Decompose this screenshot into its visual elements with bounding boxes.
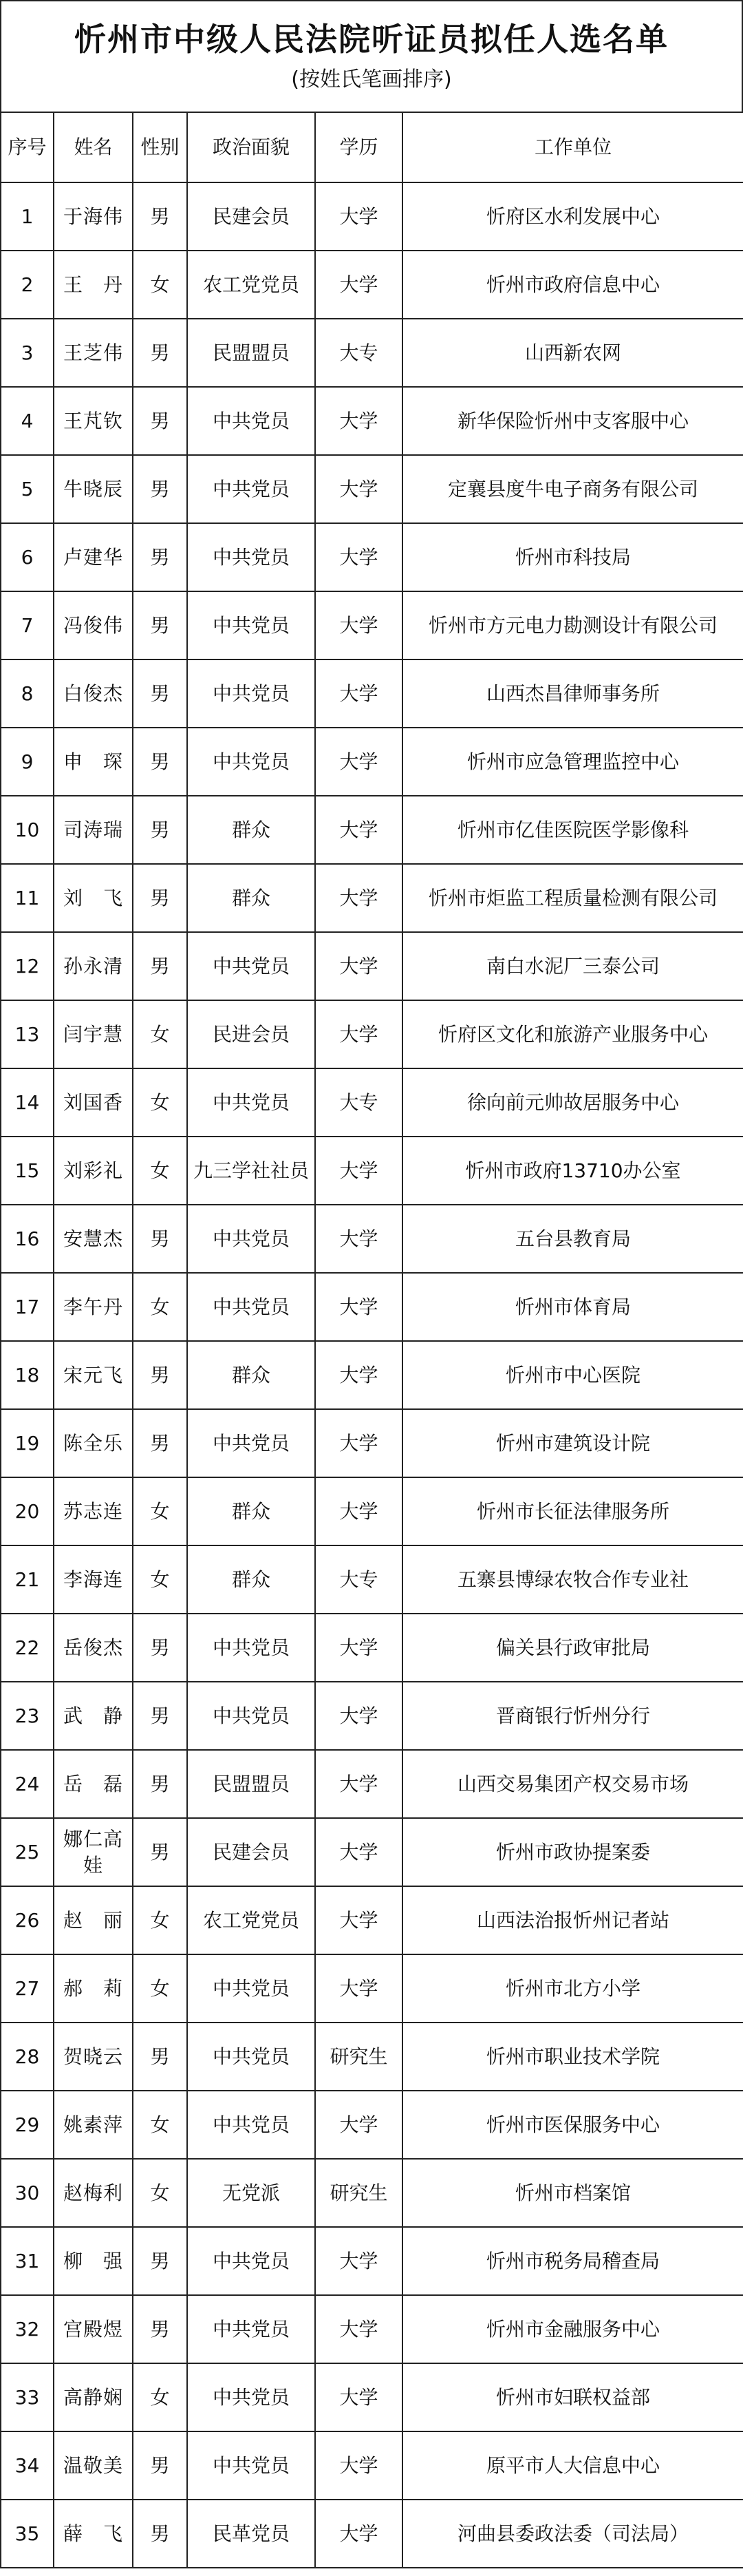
title-area <box>0 0 743 112</box>
cell-sex: 男 <box>133 387 187 455</box>
document-title: 忻州市中级人民法院听证员拟任人选名单 <box>74 21 669 58</box>
cell-number: 33 <box>1 2363 54 2431</box>
cell-workplace: 忻州市建筑设计院 <box>402 1409 743 1477</box>
cell-sex: 男 <box>133 1818 187 1886</box>
cell-party: 中共党员 <box>187 1068 315 1137</box>
table-row <box>1 796 743 864</box>
cell-number: 20 <box>1 1477 54 1545</box>
cell-sex: 男 <box>133 591 187 659</box>
cell-number: 30 <box>1 2159 54 2227</box>
cell-name: 姚素萍 <box>54 2091 133 2159</box>
cell-sex: 男 <box>133 796 187 864</box>
table-row <box>1 2227 743 2295</box>
cell-sex: 男 <box>133 2227 187 2295</box>
cell-party: 民建会员 <box>187 182 315 251</box>
cell-sex: 男 <box>133 1750 187 1818</box>
cell-sex: 男 <box>133 2500 187 2568</box>
cell-name: 王芃钦 <box>54 387 133 455</box>
cell-workplace: 忻州市科技局 <box>402 523 743 591</box>
table-row <box>1 1682 743 1750</box>
cell-party: 中共党员 <box>187 2227 315 2295</box>
cell-name: 白俊杰 <box>54 659 133 728</box>
cell-party: 中共党员 <box>187 2431 315 2500</box>
cell-name: 宋元飞 <box>54 1341 133 1409</box>
cell-number: 34 <box>1 2431 54 2500</box>
cell-sex: 女 <box>133 1477 187 1545</box>
cell-party: 民盟盟员 <box>187 1750 315 1818</box>
cell-party: 中共党员 <box>187 2363 315 2431</box>
cell-sex: 女 <box>133 1137 187 1205</box>
table-row <box>1 2159 743 2227</box>
cell-name: 申 琛 <box>54 728 133 796</box>
cell-sex: 男 <box>133 1205 187 1273</box>
cell-education: 大学 <box>315 1954 402 2023</box>
cell-workplace: 忻州市方元电力勘测设计有限公司 <box>402 591 743 659</box>
cell-name: 苏志连 <box>54 1477 133 1545</box>
cell-education: 大学 <box>315 1000 402 1068</box>
cell-number: 4 <box>1 387 54 455</box>
cell-name: 陈全乐 <box>54 1409 133 1477</box>
cell-workplace: 山西交易集团产权交易市场 <box>402 1750 743 1818</box>
cell-name: 武 静 <box>54 1682 133 1750</box>
cell-education: 大学 <box>315 1477 402 1545</box>
cell-workplace: 忻州市医保服务中心 <box>402 2091 743 2159</box>
table-row <box>1 2091 743 2159</box>
table-row <box>1 2500 743 2568</box>
cell-party: 农工党党员 <box>187 1886 315 1954</box>
cell-sex: 男 <box>133 523 187 591</box>
cell-sex: 女 <box>133 2363 187 2431</box>
cell-education: 研究生 <box>315 2159 402 2227</box>
cell-party: 农工党党员 <box>187 251 315 319</box>
cell-number: 14 <box>1 1068 54 1137</box>
cell-sex: 男 <box>133 2023 187 2091</box>
cell-education: 大学 <box>315 796 402 864</box>
cell-name: 闫宇慧 <box>54 1000 133 1068</box>
cell-workplace: 晋商银行忻州分行 <box>402 1682 743 1750</box>
table-row <box>1 182 743 251</box>
cell-workplace: 南白水泥厂三泰公司 <box>402 932 743 1000</box>
table-row <box>1 1341 743 1409</box>
cell-sex: 男 <box>133 932 187 1000</box>
cell-education: 大学 <box>315 251 402 319</box>
cell-name: 温敬美 <box>54 2431 133 2500</box>
cell-number: 26 <box>1 1886 54 1954</box>
cell-name: 孙永清 <box>54 932 133 1000</box>
cell-party: 民盟盟员 <box>187 319 315 387</box>
table-row <box>1 1886 743 1954</box>
cell-number: 16 <box>1 1205 54 1273</box>
cell-party: 民进会员 <box>187 1000 315 1068</box>
cell-number: 35 <box>1 2500 54 2568</box>
cell-sex: 男 <box>133 2295 187 2363</box>
cell-workplace: 河曲县委政法委（司法局） <box>402 2500 743 2568</box>
cell-name: 王 丹 <box>54 251 133 319</box>
table-row <box>1 2431 743 2500</box>
cell-party: 中共党员 <box>187 1682 315 1750</box>
cell-number: 29 <box>1 2091 54 2159</box>
cell-number: 5 <box>1 455 54 523</box>
cell-sex: 男 <box>133 864 187 932</box>
cell-number: 27 <box>1 1954 54 2023</box>
cell-workplace: 山西新农网 <box>402 319 743 387</box>
cell-workplace: 五寨县博绿农牧合作专业社 <box>402 1545 743 1614</box>
cell-sex: 男 <box>133 182 187 251</box>
cell-party: 中共党员 <box>187 523 315 591</box>
cell-party: 群众 <box>187 864 315 932</box>
cell-number: 11 <box>1 864 54 932</box>
cell-party: 民建会员 <box>187 1818 315 1886</box>
cell-workplace: 新华保险忻州中支客服中心 <box>402 387 743 455</box>
cell-name: 王芝伟 <box>54 319 133 387</box>
table-row <box>1 1068 743 1137</box>
cell-education: 大学 <box>315 1273 402 1341</box>
cell-party: 群众 <box>187 1341 315 1409</box>
cell-education: 大学 <box>315 864 402 932</box>
cell-party: 群众 <box>187 1545 315 1614</box>
cell-name: 于海伟 <box>54 182 133 251</box>
cell-name: 卢建华 <box>54 523 133 591</box>
cell-education: 大学 <box>315 1205 402 1273</box>
cell-party: 无党派 <box>187 2159 315 2227</box>
cell-sex: 女 <box>133 1273 187 1341</box>
cell-workplace: 偏关县行政审批局 <box>402 1614 743 1682</box>
cell-workplace: 定襄县度牛电子商务有限公司 <box>402 455 743 523</box>
header-number: 序号 <box>1 112 54 182</box>
table-row <box>1 455 743 523</box>
cell-sex: 男 <box>133 2431 187 2500</box>
cell-party: 中共党员 <box>187 387 315 455</box>
cell-workplace: 忻州市政协提案委 <box>402 1818 743 1886</box>
table-row <box>1 659 743 728</box>
cell-workplace: 忻州市体育局 <box>402 1273 743 1341</box>
cell-workplace: 山西杰昌律师事务所 <box>402 659 743 728</box>
cell-education: 大学 <box>315 728 402 796</box>
cell-workplace: 忻府区文化和旅游产业服务中心 <box>402 1000 743 1068</box>
cell-name: 赵梅利 <box>54 2159 133 2227</box>
cell-education: 大学 <box>315 2363 402 2431</box>
cell-workplace: 忻州市中心医院 <box>402 1341 743 1409</box>
cell-name: 薛 飞 <box>54 2500 133 2568</box>
cell-name: 冯俊伟 <box>54 591 133 659</box>
cell-education: 大学 <box>315 2500 402 2568</box>
cell-name: 岳俊杰 <box>54 1614 133 1682</box>
cell-party: 群众 <box>187 796 315 864</box>
cell-workplace: 山西法治报忻州记者站 <box>402 1886 743 1954</box>
header-sex: 性别 <box>133 112 187 182</box>
cell-name: 李海连 <box>54 1545 133 1614</box>
cell-number: 19 <box>1 1409 54 1477</box>
cell-education: 大学 <box>315 2227 402 2295</box>
cell-sex: 男 <box>133 728 187 796</box>
cell-number: 7 <box>1 591 54 659</box>
table-row <box>1 387 743 455</box>
cell-party: 中共党员 <box>187 591 315 659</box>
cell-number: 8 <box>1 659 54 728</box>
cell-name: 司涛瑞 <box>54 796 133 864</box>
cell-sex: 女 <box>133 2159 187 2227</box>
cell-education: 大学 <box>315 932 402 1000</box>
cell-sex: 女 <box>133 1886 187 1954</box>
cell-education: 大学 <box>315 387 402 455</box>
table-row <box>1 1818 743 1886</box>
table-row <box>1 251 743 319</box>
cell-party: 群众 <box>187 1477 315 1545</box>
table-row <box>1 1409 743 1477</box>
cell-workplace: 忻州市炬监工程质量检测有限公司 <box>402 864 743 932</box>
table-row <box>1 2023 743 2091</box>
table-row <box>1 523 743 591</box>
cell-workplace: 忻州市亿佳医院医学影像科 <box>402 796 743 864</box>
cell-sex: 男 <box>133 1341 187 1409</box>
cell-education: 大专 <box>315 1545 402 1614</box>
cell-party: 中共党员 <box>187 1954 315 2023</box>
cell-education: 大专 <box>315 319 402 387</box>
cell-party: 中共党员 <box>187 455 315 523</box>
cell-workplace: 忻州市政府13710办公室 <box>402 1137 743 1205</box>
cell-party: 民革党员 <box>187 2500 315 2568</box>
cell-workplace: 五台县教育局 <box>402 1205 743 1273</box>
cell-workplace: 徐向前元帅故居服务中心 <box>402 1068 743 1137</box>
table-row <box>1 1137 743 1205</box>
cell-number: 1 <box>1 182 54 251</box>
cell-workplace: 忻州市税务局稽查局 <box>402 2227 743 2295</box>
cell-workplace: 忻州市金融服务中心 <box>402 2295 743 2363</box>
cell-sex: 女 <box>133 2091 187 2159</box>
cell-name: 柳 强 <box>54 2227 133 2295</box>
cell-number: 21 <box>1 1545 54 1614</box>
cell-workplace: 忻州市长征法律服务所 <box>402 1477 743 1545</box>
cell-name: 宫殿煜 <box>54 2295 133 2363</box>
table-row <box>1 1545 743 1614</box>
table-row <box>1 1205 743 1273</box>
cell-education: 大学 <box>315 455 402 523</box>
cell-education: 大学 <box>315 1750 402 1818</box>
cell-number: 3 <box>1 319 54 387</box>
table-row <box>1 2295 743 2363</box>
cell-number: 9 <box>1 728 54 796</box>
cell-education: 大学 <box>315 523 402 591</box>
cell-education: 研究生 <box>315 2023 402 2091</box>
table-body <box>1 182 743 2568</box>
table-row <box>1 1750 743 1818</box>
cell-party: 中共党员 <box>187 728 315 796</box>
cell-number: 25 <box>1 1818 54 1886</box>
cell-name: 牛晓辰 <box>54 455 133 523</box>
cell-party: 中共党员 <box>187 1409 315 1477</box>
header-name: 姓名 <box>54 112 133 182</box>
cell-education: 大学 <box>315 1818 402 1886</box>
cell-sex: 女 <box>133 1954 187 2023</box>
table-row <box>1 1477 743 1545</box>
cell-party: 中共党员 <box>187 1205 315 1273</box>
header-education: 学历 <box>315 112 402 182</box>
cell-workplace: 忻州市北方小学 <box>402 1954 743 2023</box>
cell-party: 九三学社社员 <box>187 1137 315 1205</box>
header-workplace: 工作单位 <box>402 112 743 182</box>
cell-workplace: 忻州市政府信息中心 <box>402 251 743 319</box>
cell-sex: 男 <box>133 1614 187 1682</box>
cell-education: 大学 <box>315 1137 402 1205</box>
cell-name: 刘 飞 <box>54 864 133 932</box>
cell-education: 大学 <box>315 591 402 659</box>
cell-name: 郝 莉 <box>54 1954 133 2023</box>
cell-workplace: 原平市人大信息中心 <box>402 2431 743 2500</box>
cell-education: 大学 <box>315 1886 402 1954</box>
cell-workplace: 忻州市妇联权益部 <box>402 2363 743 2431</box>
cell-education: 大学 <box>315 1409 402 1477</box>
cell-name: 高静娴 <box>54 2363 133 2431</box>
cell-party: 中共党员 <box>187 659 315 728</box>
cell-sex: 男 <box>133 1682 187 1750</box>
cell-number: 32 <box>1 2295 54 2363</box>
cell-party: 中共党员 <box>187 932 315 1000</box>
cell-party: 中共党员 <box>187 1273 315 1341</box>
cell-number: 10 <box>1 796 54 864</box>
cell-education: 大学 <box>315 2295 402 2363</box>
cell-party: 中共党员 <box>187 2091 315 2159</box>
cell-name: 李午丹 <box>54 1273 133 1341</box>
cell-sex: 男 <box>133 1409 187 1477</box>
cell-education: 大学 <box>315 2431 402 2500</box>
cell-name: 岳 磊 <box>54 1750 133 1818</box>
cell-workplace: 忻州市档案馆 <box>402 2159 743 2227</box>
table-row <box>1 2363 743 2431</box>
cell-workplace: 忻州市应急管理监控中心 <box>402 728 743 796</box>
cell-name: 安慧杰 <box>54 1205 133 1273</box>
cell-education: 大学 <box>315 659 402 728</box>
header-party: 政治面貌 <box>187 112 315 182</box>
cell-number: 15 <box>1 1137 54 1205</box>
cell-number: 13 <box>1 1000 54 1068</box>
cell-name: 刘国香 <box>54 1068 133 1137</box>
table-row <box>1 1273 743 1341</box>
table-row <box>1 1614 743 1682</box>
cell-education: 大学 <box>315 1341 402 1409</box>
cell-education: 大学 <box>315 1614 402 1682</box>
cell-number: 18 <box>1 1341 54 1409</box>
cell-education: 大专 <box>315 1068 402 1137</box>
cell-name: 刘彩礼 <box>54 1137 133 1205</box>
cell-sex: 男 <box>133 319 187 387</box>
cell-number: 23 <box>1 1682 54 1750</box>
cell-sex: 男 <box>133 659 187 728</box>
table-header-row <box>1 112 743 182</box>
cell-number: 22 <box>1 1614 54 1682</box>
candidate-table <box>0 112 743 2568</box>
table-row <box>1 1000 743 1068</box>
cell-number: 6 <box>1 523 54 591</box>
cell-education: 大学 <box>315 1682 402 1750</box>
table-row <box>1 728 743 796</box>
cell-party: 中共党员 <box>187 1614 315 1682</box>
table-row <box>1 591 743 659</box>
cell-number: 12 <box>1 932 54 1000</box>
cell-number: 2 <box>1 251 54 319</box>
cell-sex: 女 <box>133 1068 187 1137</box>
table-row <box>1 1954 743 2023</box>
cell-number: 24 <box>1 1750 54 1818</box>
document-subtitle: (按姓氏笔画排序) <box>291 67 452 92</box>
cell-education: 大学 <box>315 182 402 251</box>
cell-name: 赵 丽 <box>54 1886 133 1954</box>
cell-number: 17 <box>1 1273 54 1341</box>
cell-sex: 女 <box>133 251 187 319</box>
cell-name: 娜仁高娃 <box>54 1818 133 1886</box>
cell-sex: 女 <box>133 1000 187 1068</box>
cell-sex: 女 <box>133 1545 187 1614</box>
table-row <box>1 932 743 1000</box>
cell-name: 贺晓云 <box>54 2023 133 2091</box>
cell-workplace: 忻府区水利发展中心 <box>402 182 743 251</box>
cell-sex: 男 <box>133 455 187 523</box>
cell-workplace: 忻州市职业技术学院 <box>402 2023 743 2091</box>
cell-education: 大学 <box>315 2091 402 2159</box>
cell-party: 中共党员 <box>187 2023 315 2091</box>
cell-party: 中共党员 <box>187 2295 315 2363</box>
table-row <box>1 319 743 387</box>
table-row <box>1 864 743 932</box>
cell-number: 31 <box>1 2227 54 2295</box>
cell-number: 28 <box>1 2023 54 2091</box>
